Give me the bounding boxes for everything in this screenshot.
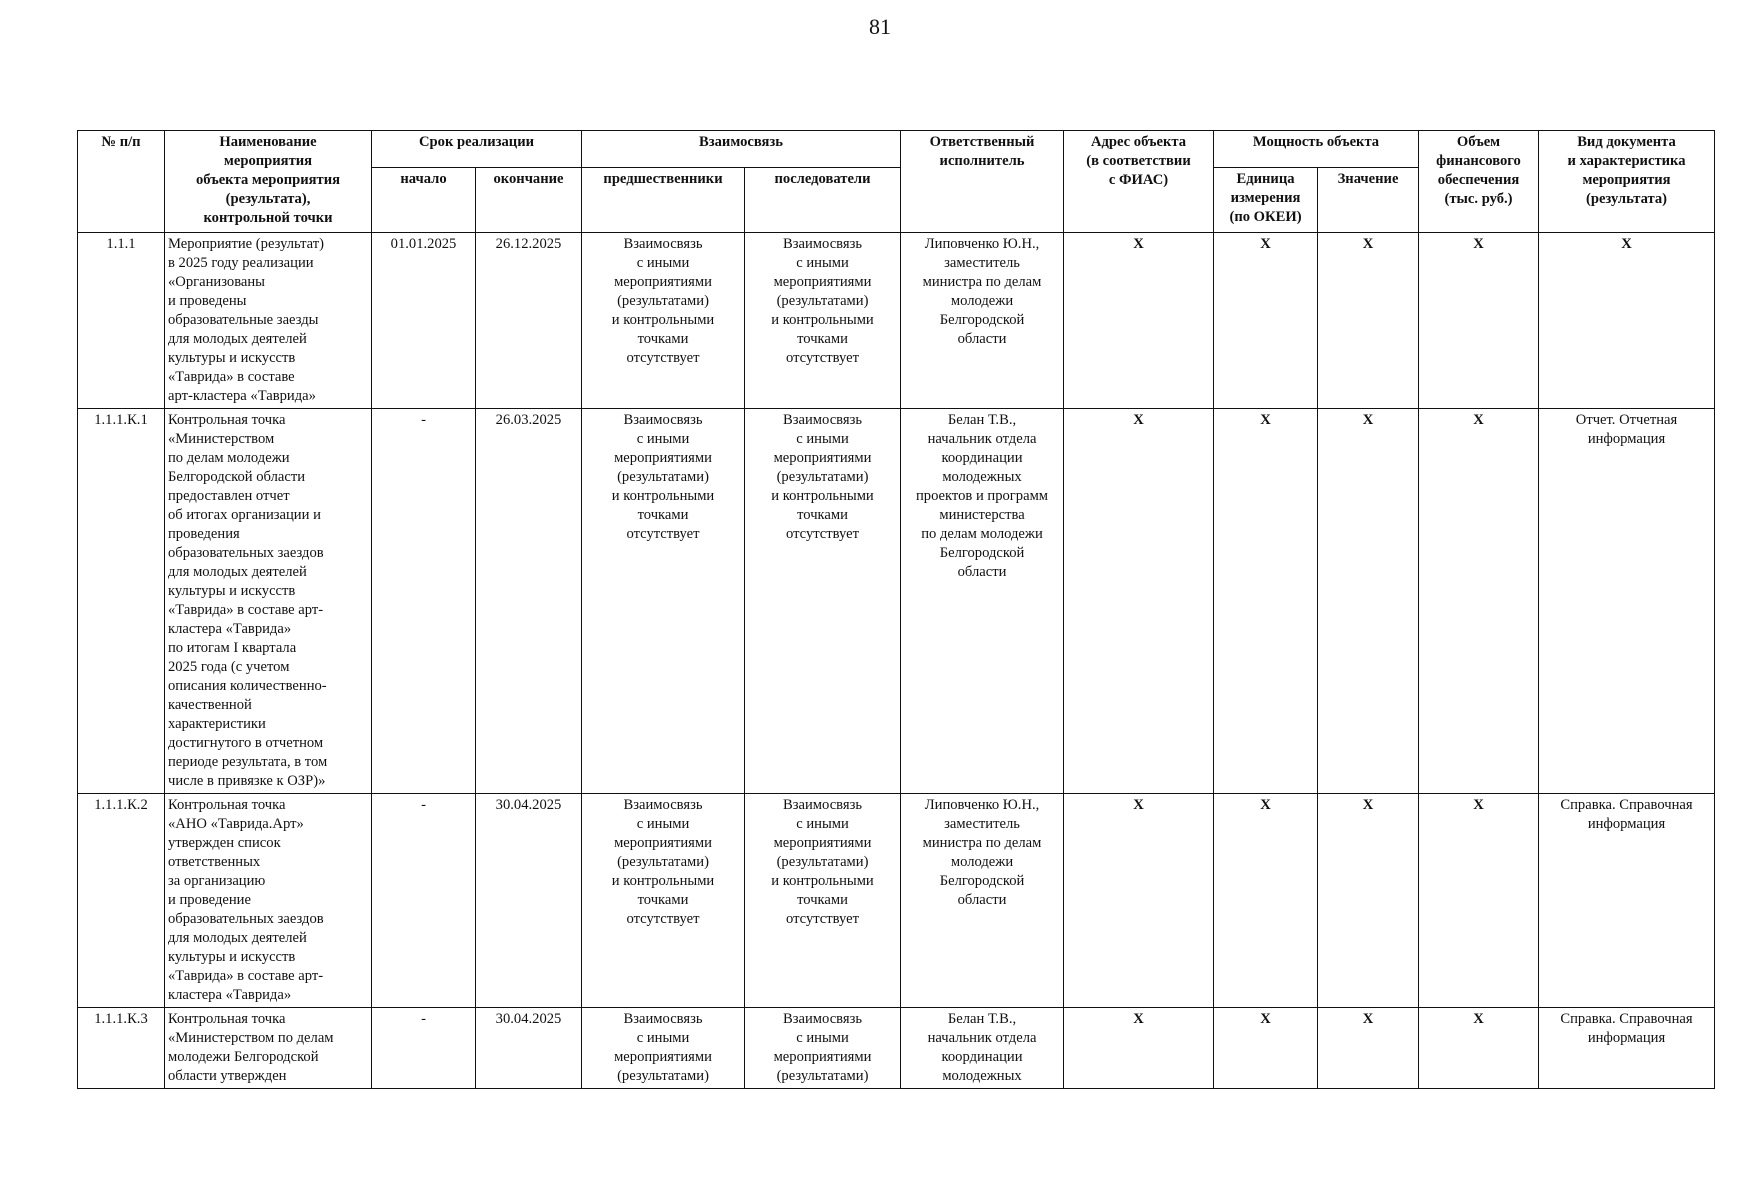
row-pred: Взаимосвязь с иными мероприятиями (результатами) и контрольными точками отсутствует [582, 409, 745, 794]
row-address: X [1064, 409, 1214, 794]
header-doc: Вид документа и характеристика мероприятия (результата) [1539, 131, 1715, 233]
header-capacity-unit: Единица измерения (по ОКЕИ) [1214, 168, 1318, 233]
row-responsible: Липовченко Ю.Н., заместитель министра по делам молодежи Белгородской области [901, 233, 1064, 409]
row-responsible: Липовченко Ю.Н., заместитель министра по делам молодежи Белгородской области [901, 794, 1064, 1008]
header-responsible: Ответственный исполнитель [901, 131, 1064, 233]
row-num: 1.1.1.К.3 [78, 1008, 165, 1089]
header-finance: Объем финансового обеспечения (тыс. руб.) [1419, 131, 1539, 233]
row-doc: Справка. Справочная информация [1539, 794, 1715, 1008]
row-name: Мероприятие (результат) в 2025 году реализации «Организованы и проведены образовательные заезды для молодых деятелей культуры и искусств «Таврида» в составе арт-кластера «Таврида» [165, 233, 372, 409]
row-name: Контрольная точка «Министерством по делам молодежи Белгородской области утвержден [165, 1008, 372, 1089]
row-succ: Взаимосвязь с иными мероприятиями (результатами) и контрольными точками отсутствует [745, 233, 901, 409]
row-start: - [372, 409, 476, 794]
row-pred: Взаимосвязь с иными мероприятиями (результатами) [582, 1008, 745, 1089]
header-term: Срок реализации [372, 131, 582, 168]
row-num: 1.1.1 [78, 233, 165, 409]
row-num: 1.1.1.К.1 [78, 409, 165, 794]
table-row [78, 1008, 1715, 1089]
header-address: Адрес объекта (в соответствии с ФИАС) [1064, 131, 1214, 233]
row-value: X [1318, 794, 1419, 1008]
row-unit: X [1214, 233, 1318, 409]
row-unit: X [1214, 1008, 1318, 1089]
page-number: 81 [869, 14, 891, 39]
row-num: 1.1.1.К.2 [78, 794, 165, 1008]
row-end: 26.03.2025 [476, 409, 582, 794]
row-pred: Взаимосвязь с иными мероприятиями (результатами) и контрольными точками отсутствует [582, 233, 745, 409]
row-doc: X [1539, 233, 1715, 409]
row-pred: Взаимосвязь с иными мероприятиями (результатами) и контрольными точками отсутствует [582, 794, 745, 1008]
header-term-end: окончание [476, 168, 582, 233]
row-succ: Взаимосвязь с иными мероприятиями (результатами) и контрольными точками отсутствует [745, 794, 901, 1008]
table-row [78, 233, 1715, 409]
row-value: X [1318, 1008, 1419, 1089]
row-address: X [1064, 794, 1214, 1008]
row-unit: X [1214, 794, 1318, 1008]
row-end: 30.04.2025 [476, 1008, 582, 1089]
row-unit: X [1214, 409, 1318, 794]
header-link-succ: последователи [745, 168, 901, 233]
header-capacity-value: Значение [1318, 168, 1419, 233]
header-name: Наименование мероприятия объекта мероприятия (результата), контрольной точки [165, 131, 372, 233]
row-succ: Взаимосвязь с иными мероприятиями (результатами) и контрольными точками отсутствует [745, 409, 901, 794]
row-finance: X [1419, 794, 1539, 1008]
row-succ: Взаимосвязь с иными мероприятиями (результатами) [745, 1008, 901, 1089]
row-finance: X [1419, 233, 1539, 409]
plan-table [77, 130, 1715, 1089]
row-address: X [1064, 233, 1214, 409]
row-value: X [1318, 409, 1419, 794]
header-capacity: Мощность объекта [1214, 131, 1419, 168]
row-name: Контрольная точка «АНО «Таврида.Арт» утвержден список ответственных за организацию и проведение образовательных заездов для молодых деятелей культуры и искусств «Таврида» в составе арт- кластера «Таврида» [165, 794, 372, 1008]
row-end: 26.12.2025 [476, 233, 582, 409]
table-row [78, 794, 1715, 1008]
row-finance: X [1419, 1008, 1539, 1089]
row-doc: Отчет. Отчетная информация [1539, 409, 1715, 794]
row-end: 30.04.2025 [476, 794, 582, 1008]
row-start: - [372, 1008, 476, 1089]
header-link: Взаимосвязь [582, 131, 901, 168]
row-address: X [1064, 1008, 1214, 1089]
row-start: 01.01.2025 [372, 233, 476, 409]
row-value: X [1318, 233, 1419, 409]
header-link-pred: предшественники [582, 168, 745, 233]
row-doc: Справка. Справочная информация [1539, 1008, 1715, 1089]
row-name: Контрольная точка «Министерством по делам молодежи Белгородской области предоставлен отчет об итогах организации и проведения образовательных заездов для молодых деятелей культуры и искусств «Таврида» в составе арт- кластера «Таврида» по итогам I квартала 2025 года (с учетом описания количественно- качественной характеристики достигнутого в отчетном периоде результата, в том числе в привязке к ОЗР)» [165, 409, 372, 794]
header-num: № п/п [78, 131, 165, 233]
row-responsible: Белан Т.В., начальник отдела координации молодежных [901, 1008, 1064, 1089]
row-responsible: Белан Т.В., начальник отдела координации молодежных проектов и программ министерства по делам молодежи Белгородской области [901, 409, 1064, 794]
row-start: - [372, 794, 476, 1008]
row-finance: X [1419, 409, 1539, 794]
table-row [78, 409, 1715, 794]
header-term-start: начало [372, 168, 476, 233]
